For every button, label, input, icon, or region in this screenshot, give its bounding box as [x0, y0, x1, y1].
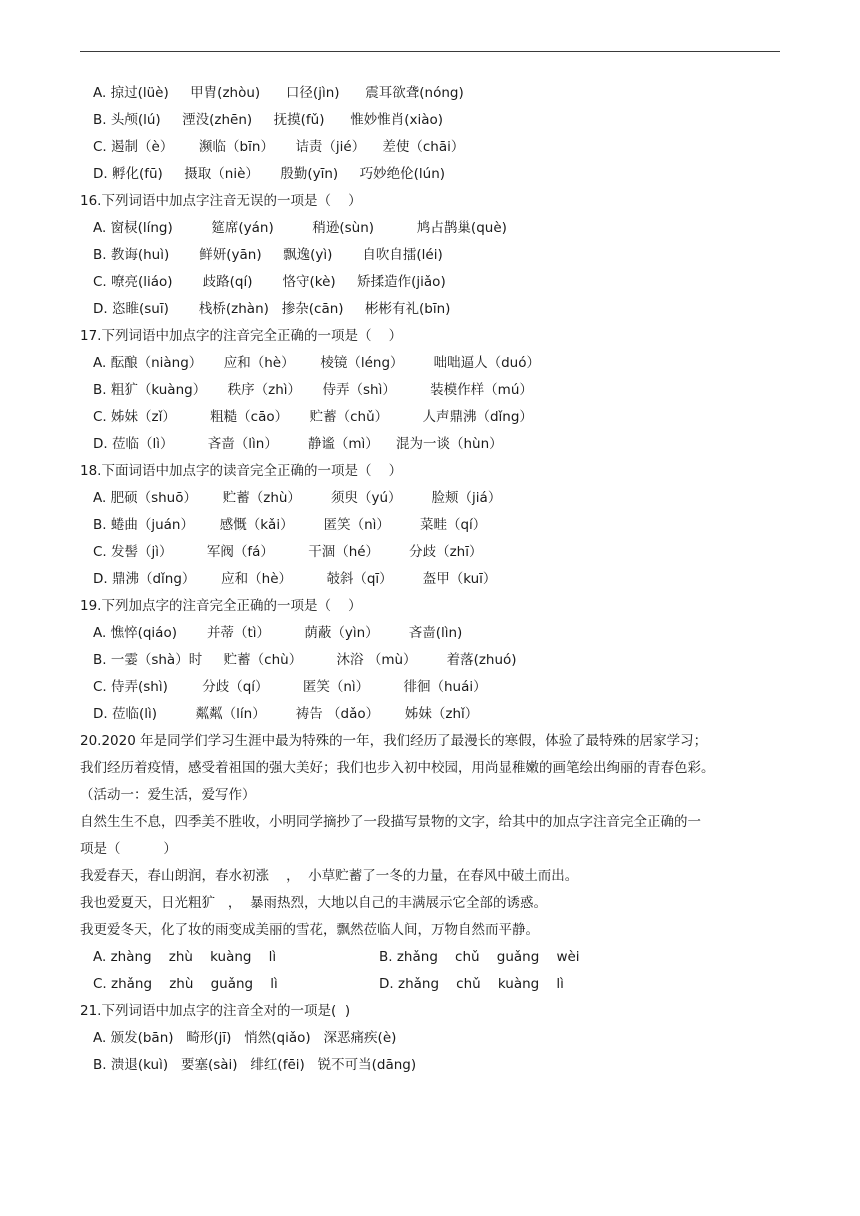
answer-option: D. 莅临(lì) 粼粼（lín） 祷告 （dǎo） 姊妹（zhǐ）	[93, 706, 479, 722]
answer-row	[80, 944, 780, 971]
answer-option: B. 蜷曲（juán） 感慨（kǎi） 匿笑（nì） 菜畦（qí）	[93, 517, 487, 533]
answer-option: A. 憔悴(qiáo) 并蒂（tì） 荫蔽（yìn） 吝啬(lìn)	[93, 625, 463, 641]
worksheet-page	[80, 80, 780, 1079]
answer-option: B. 教诲(huì) 鲜妍(yān) 飘逸(yì) 自吹自擂(léi)	[93, 247, 443, 263]
answer-option: D. 鼎沸（dǐng） 应和（hè） 攲斜（qī） 盔甲（kuī）	[93, 571, 497, 587]
answer-option: B. 溃退(kuì) 要塞(sài) 绯红(fēi) 锐不可当(dāng)	[93, 1057, 417, 1073]
question-text: 项是（ ）	[80, 841, 177, 857]
question-text: 我们经历着疫情，感受着祖国的强大美好；我们也步入初中校园，用尚显稚嫩的画笔绘出绚丽的青春色彩。	[80, 760, 715, 776]
question-text: 我爱春天，春山朗润，春水初涨 ， 小草贮蓄了一冬的力量，在春风中破土而出。	[80, 868, 579, 884]
question-text: 我也爱夏天，日光粗犷 ， 暴雨热烈，大地以自己的丰满展示它全部的诱惑。	[80, 895, 547, 911]
answer-option: A. 肥硕（shuō） 贮蓄（zhù） 须臾（yú） 脸颊（jiá）	[93, 490, 502, 506]
question-lines	[80, 80, 780, 944]
answer-option: D. zhǎng chǔ kuàng lì	[379, 976, 564, 992]
question-21	[80, 998, 780, 1079]
question-text: 21.下列词语中加点字的注音全对的一项是( )	[80, 1003, 351, 1019]
answer-option: B. 粗犷（kuàng） 秩序（zhì） 侍弄（shì） 装模作样（mú）	[93, 382, 533, 398]
answer-option: A. 掠过(lüè) 甲胄(zhòu) 口径(jìn) 震耳欲聋(nóng)	[93, 85, 464, 101]
question-text: 自然生生不息，四季美不胜收，小明同学摘抄了一段描写景物的文字，给其中的加点字注音完全正确的一	[80, 814, 701, 830]
answer-option: B. zhǎng chǔ guǎng wèi	[379, 949, 580, 965]
answer-option: B. 头颅(lú) 湮没(zhēn) 抚摸(fǔ) 惟妙惟肖(xiào)	[93, 112, 444, 128]
answer-option: D. 恣睢(suī) 栈桥(zhàn) 掺杂(cān) 彬彬有礼(bīn)	[93, 301, 451, 317]
answer-option: B. 一霎（shà）时 贮蓄（chù） 沐浴 （mù） 着落(zhuó)	[93, 652, 517, 668]
answer-option: C. 发髻（jì） 军阀（fá） 干涸（hé） 分歧（zhī）	[93, 544, 483, 560]
header-rule	[80, 51, 780, 52]
answer-option: A. 酝酿（niàng） 应和（hè） 棱镜（léng） 咄咄逼人（duó）	[93, 355, 540, 371]
answer-option: D. 孵化(fū) 摄取（niè） 殷勤(yīn) 巧妙绝伦(lún)	[93, 166, 446, 182]
answer-option: D. 莅临（lì） 吝啬（lìn） 静谧（mì） 混为一谈（hùn）	[93, 436, 503, 452]
question-text: 19.下列加点字的注音完全正确的一项是（ ）	[80, 598, 362, 614]
answer-option: A. 颁发(bān) 畸形(jī) 悄然(qiǎo) 深恶痛疾(è)	[93, 1030, 397, 1046]
question-text: 20.2020 年是同学们学习生涯中最为特殊的一年，我们经历了最漫长的寒假，体验了最特殊的居家学习；	[80, 733, 708, 749]
question-text: 18.下面词语中加点字的读音完全正确的一项是（ ）	[80, 463, 403, 479]
answer-row	[80, 971, 780, 998]
answer-option: A. 窗棂(líng) 筵席(yán) 稍逊(sùn) 鸠占鹊巢(què)	[93, 220, 507, 236]
question-text: 我更爱冬天，化了妆的雨变成美丽的雪花，飘然莅临人间，万物自然而平静。	[80, 922, 539, 938]
question-text: 17.下列词语中加点字的注音完全正确的一项是（ ）	[80, 328, 403, 344]
answer-option: C. 姊妹（zǐ） 粗糙（cāo） 贮蓄（chǔ） 人声鼎沸（dǐng）	[93, 409, 533, 425]
answer-choices	[80, 944, 780, 998]
question-text: 16.下列词语中加点字注音无误的一项是（ ）	[80, 193, 362, 209]
answer-option: C. 遏制（è） 濒临（bīn） 诘责（jié） 差使（chāi）	[93, 139, 465, 155]
answer-option: A. zhàng zhù kuàng lì	[93, 949, 277, 965]
question-text: （活动一：爱生活，爱写作）	[80, 787, 256, 803]
answer-option: C. 侍弄(shì) 分歧（qí） 匿笑（nì） 徘徊（huái）	[93, 679, 487, 695]
answer-option: C. zhǎng zhù guǎng lì	[93, 976, 278, 992]
answer-option: C. 嘹亮(liáo) 歧路(qí) 恪守(kè) 矫揉造作(jiǎo)	[93, 274, 446, 290]
